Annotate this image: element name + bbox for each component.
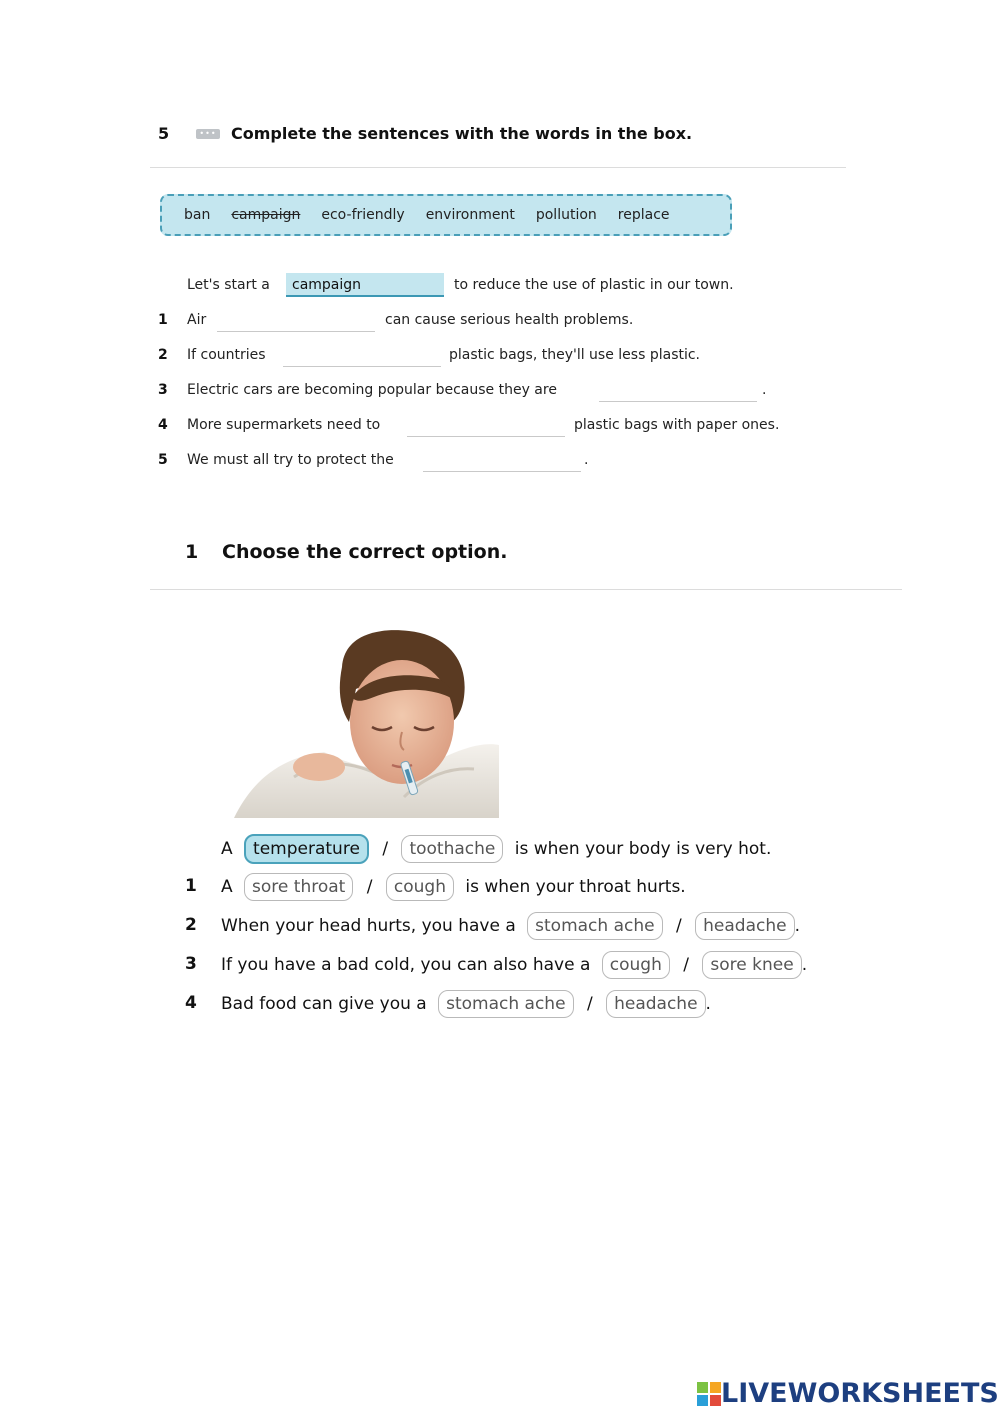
ex1-item-row	[221, 873, 686, 901]
sentence-text: If you have a bad cold, you can also have a	[221, 955, 591, 975]
audio-dots-icon: •••	[196, 129, 220, 139]
item-number: 3	[158, 382, 168, 398]
word-box-item: eco-friendly	[321, 207, 405, 223]
sentence-text: When your head hurts, you have a	[221, 916, 516, 936]
exercise1-title: Choose the correct option.	[222, 541, 508, 563]
separator: /	[676, 916, 682, 936]
item-text: Air	[187, 312, 207, 328]
sentence-text: A	[221, 839, 233, 859]
item-number: 4	[185, 993, 197, 1013]
item-number: 2	[185, 915, 197, 935]
sentence-text: is when your throat hurts.	[465, 877, 686, 897]
option[interactable]: stomach ache	[527, 912, 662, 940]
example-after: to reduce the use of plastic in our town.	[454, 277, 734, 293]
option[interactable]: sore knee	[702, 951, 801, 979]
sentence-text: A	[221, 877, 233, 897]
sentence-text: Bad food can give you a	[221, 994, 427, 1014]
option[interactable]: headache	[606, 990, 705, 1018]
item-number: 2	[158, 347, 168, 363]
sentence-text: .	[705, 994, 711, 1014]
item-number: 4	[158, 417, 168, 433]
option[interactable]: cough	[386, 873, 454, 901]
word-box-item: environment	[425, 207, 515, 223]
ex1-item-row	[221, 912, 800, 940]
answer-blank[interactable]	[407, 418, 565, 437]
answer-blank[interactable]	[599, 383, 757, 402]
separator: /	[382, 839, 389, 859]
ex1-item-row	[221, 951, 807, 979]
item-number: 1	[185, 876, 197, 896]
item-number: 5	[158, 452, 168, 468]
exercise5-title: Complete the sentences with the words in the box.	[231, 124, 693, 143]
option[interactable]: stomach ache	[438, 990, 573, 1018]
item-text: .	[762, 382, 767, 398]
logo-grid-icon	[697, 1382, 721, 1406]
item-text: can cause serious health problems.	[385, 312, 634, 328]
option[interactable]: sore throat	[244, 873, 353, 901]
word-box-item: pollution	[535, 207, 597, 223]
item-text: .	[584, 452, 589, 468]
sentence-text: .	[801, 955, 808, 975]
item-text: If countries	[187, 347, 266, 363]
word-box-item: ban	[184, 207, 211, 223]
example-answer-field[interactable]: campaign	[286, 273, 444, 297]
liveworksheets-logo	[697, 1378, 999, 1409]
option[interactable]: toothache	[401, 835, 503, 863]
answer-blank[interactable]	[217, 313, 375, 332]
separator: /	[586, 994, 593, 1014]
ex1-example-row	[221, 834, 771, 864]
item-text: Electric cars are becoming popular because they are	[187, 382, 557, 398]
ex1-item-row	[221, 990, 711, 1018]
sentence-text: .	[794, 916, 800, 936]
separator: /	[683, 955, 690, 975]
word-box-item: campaign	[231, 207, 301, 223]
word-box	[160, 194, 732, 236]
item-text: We must all try to protect the	[187, 452, 394, 468]
item-text: plastic bags, they'll use less plastic.	[449, 347, 701, 363]
exercise5-number: 5	[158, 124, 170, 143]
separator: /	[366, 877, 373, 897]
option[interactable]: cough	[602, 951, 670, 979]
option-selected[interactable]: temperature	[244, 834, 369, 864]
item-number: 3	[185, 954, 197, 974]
sentence-text: is when your body is very hot.	[514, 839, 772, 859]
item-text: plastic bags with paper ones.	[574, 417, 780, 433]
brand-name: LIVEWORKSHEETS	[721, 1378, 999, 1409]
option[interactable]: headache	[695, 912, 794, 940]
answer-blank[interactable]	[423, 453, 581, 472]
divider	[150, 167, 846, 168]
example-before: Let's start a	[187, 277, 270, 293]
word-box-item: replace	[617, 207, 670, 223]
exercise1-number: 1	[185, 541, 199, 563]
answer-blank[interactable]	[283, 348, 441, 367]
divider	[150, 589, 902, 590]
item-number: 1	[158, 312, 168, 328]
sick-boy-photo	[234, 627, 499, 818]
item-text: More supermarkets need to	[187, 417, 381, 433]
